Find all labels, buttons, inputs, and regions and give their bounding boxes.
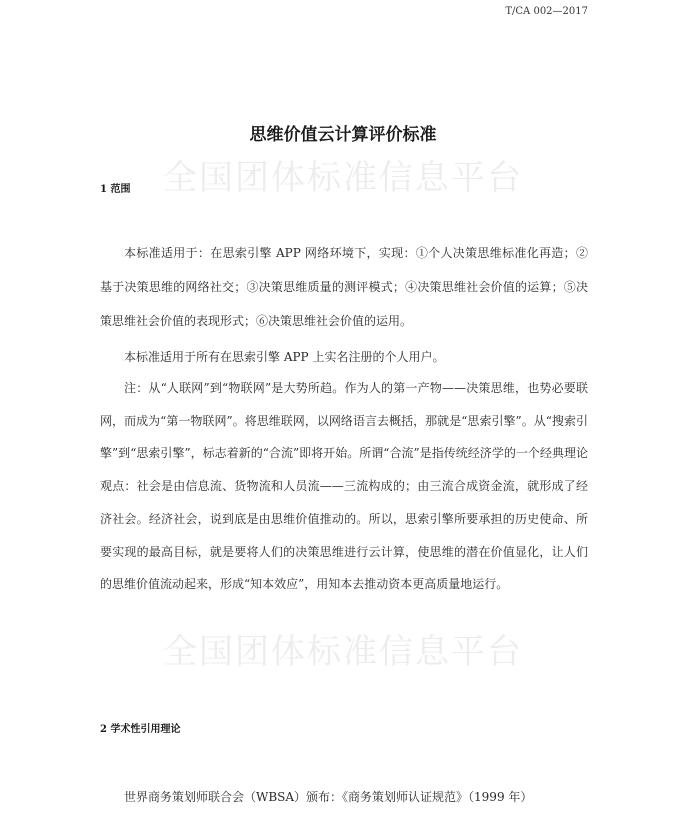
watermark: 全国团体标准信息平台 (163, 158, 523, 198)
paragraph-references: 世界商务策划师联合会（WBSA）颁布：《商务策划师认证规范》（1999 年） (124, 790, 533, 804)
paragraph-scope-users: 本标准适用于所有在思索引擎 APP 上实名注册的个人用户。 (124, 350, 445, 364)
watermark: 全国团体标准信息平台 (163, 632, 523, 672)
paragraph-scope-note: 注：从“人联网”到“物联网”是大势所趋。作为人的第一产物——决策思维，也势必要联网，而成为“第一物联网”。将思维联网，以网络语言去概括，那就是“思索引擎”。从“搜索引擎”到“思索引擎”，标志着新的“合流”即将开始。所谓“合流”是指传统经济学的一个经典理论观点：社会是由信息流、货物流和人员流——三流构成的；由三流合成资金流，就形成了经济社会。经济社会，说到底是由思维价值推动的。所以，思索引擎所要承担的历史使命、所要实现的最高目标，就是要将人们的决策思维进行云计算，使思维的潜在价值显化，让人们的思维价值流动起来，形成“知本效应”，用知本去推动资本更高质量地运行。 (100, 381, 588, 592)
paragraph-scope-applicability: 本标准适用于：在思索引擎 APP 网络环境下，实现：①个人决策思维标准化再造；②基于决策思维的网络社交；③决策思维质量的测评模式；④决策思维社会价值的运算；⑤决策思维社会价值的表现形式；⑥决策思维社会价值的运用。 (100, 246, 588, 328)
standard-code: T/CA 002—2017 (505, 6, 588, 17)
section-heading-references: 2 学术性引用理论 (100, 724, 181, 735)
section-heading-scope: 1 范围 (100, 184, 131, 195)
document-title: 思维价值云计算评价标准 (249, 125, 437, 145)
